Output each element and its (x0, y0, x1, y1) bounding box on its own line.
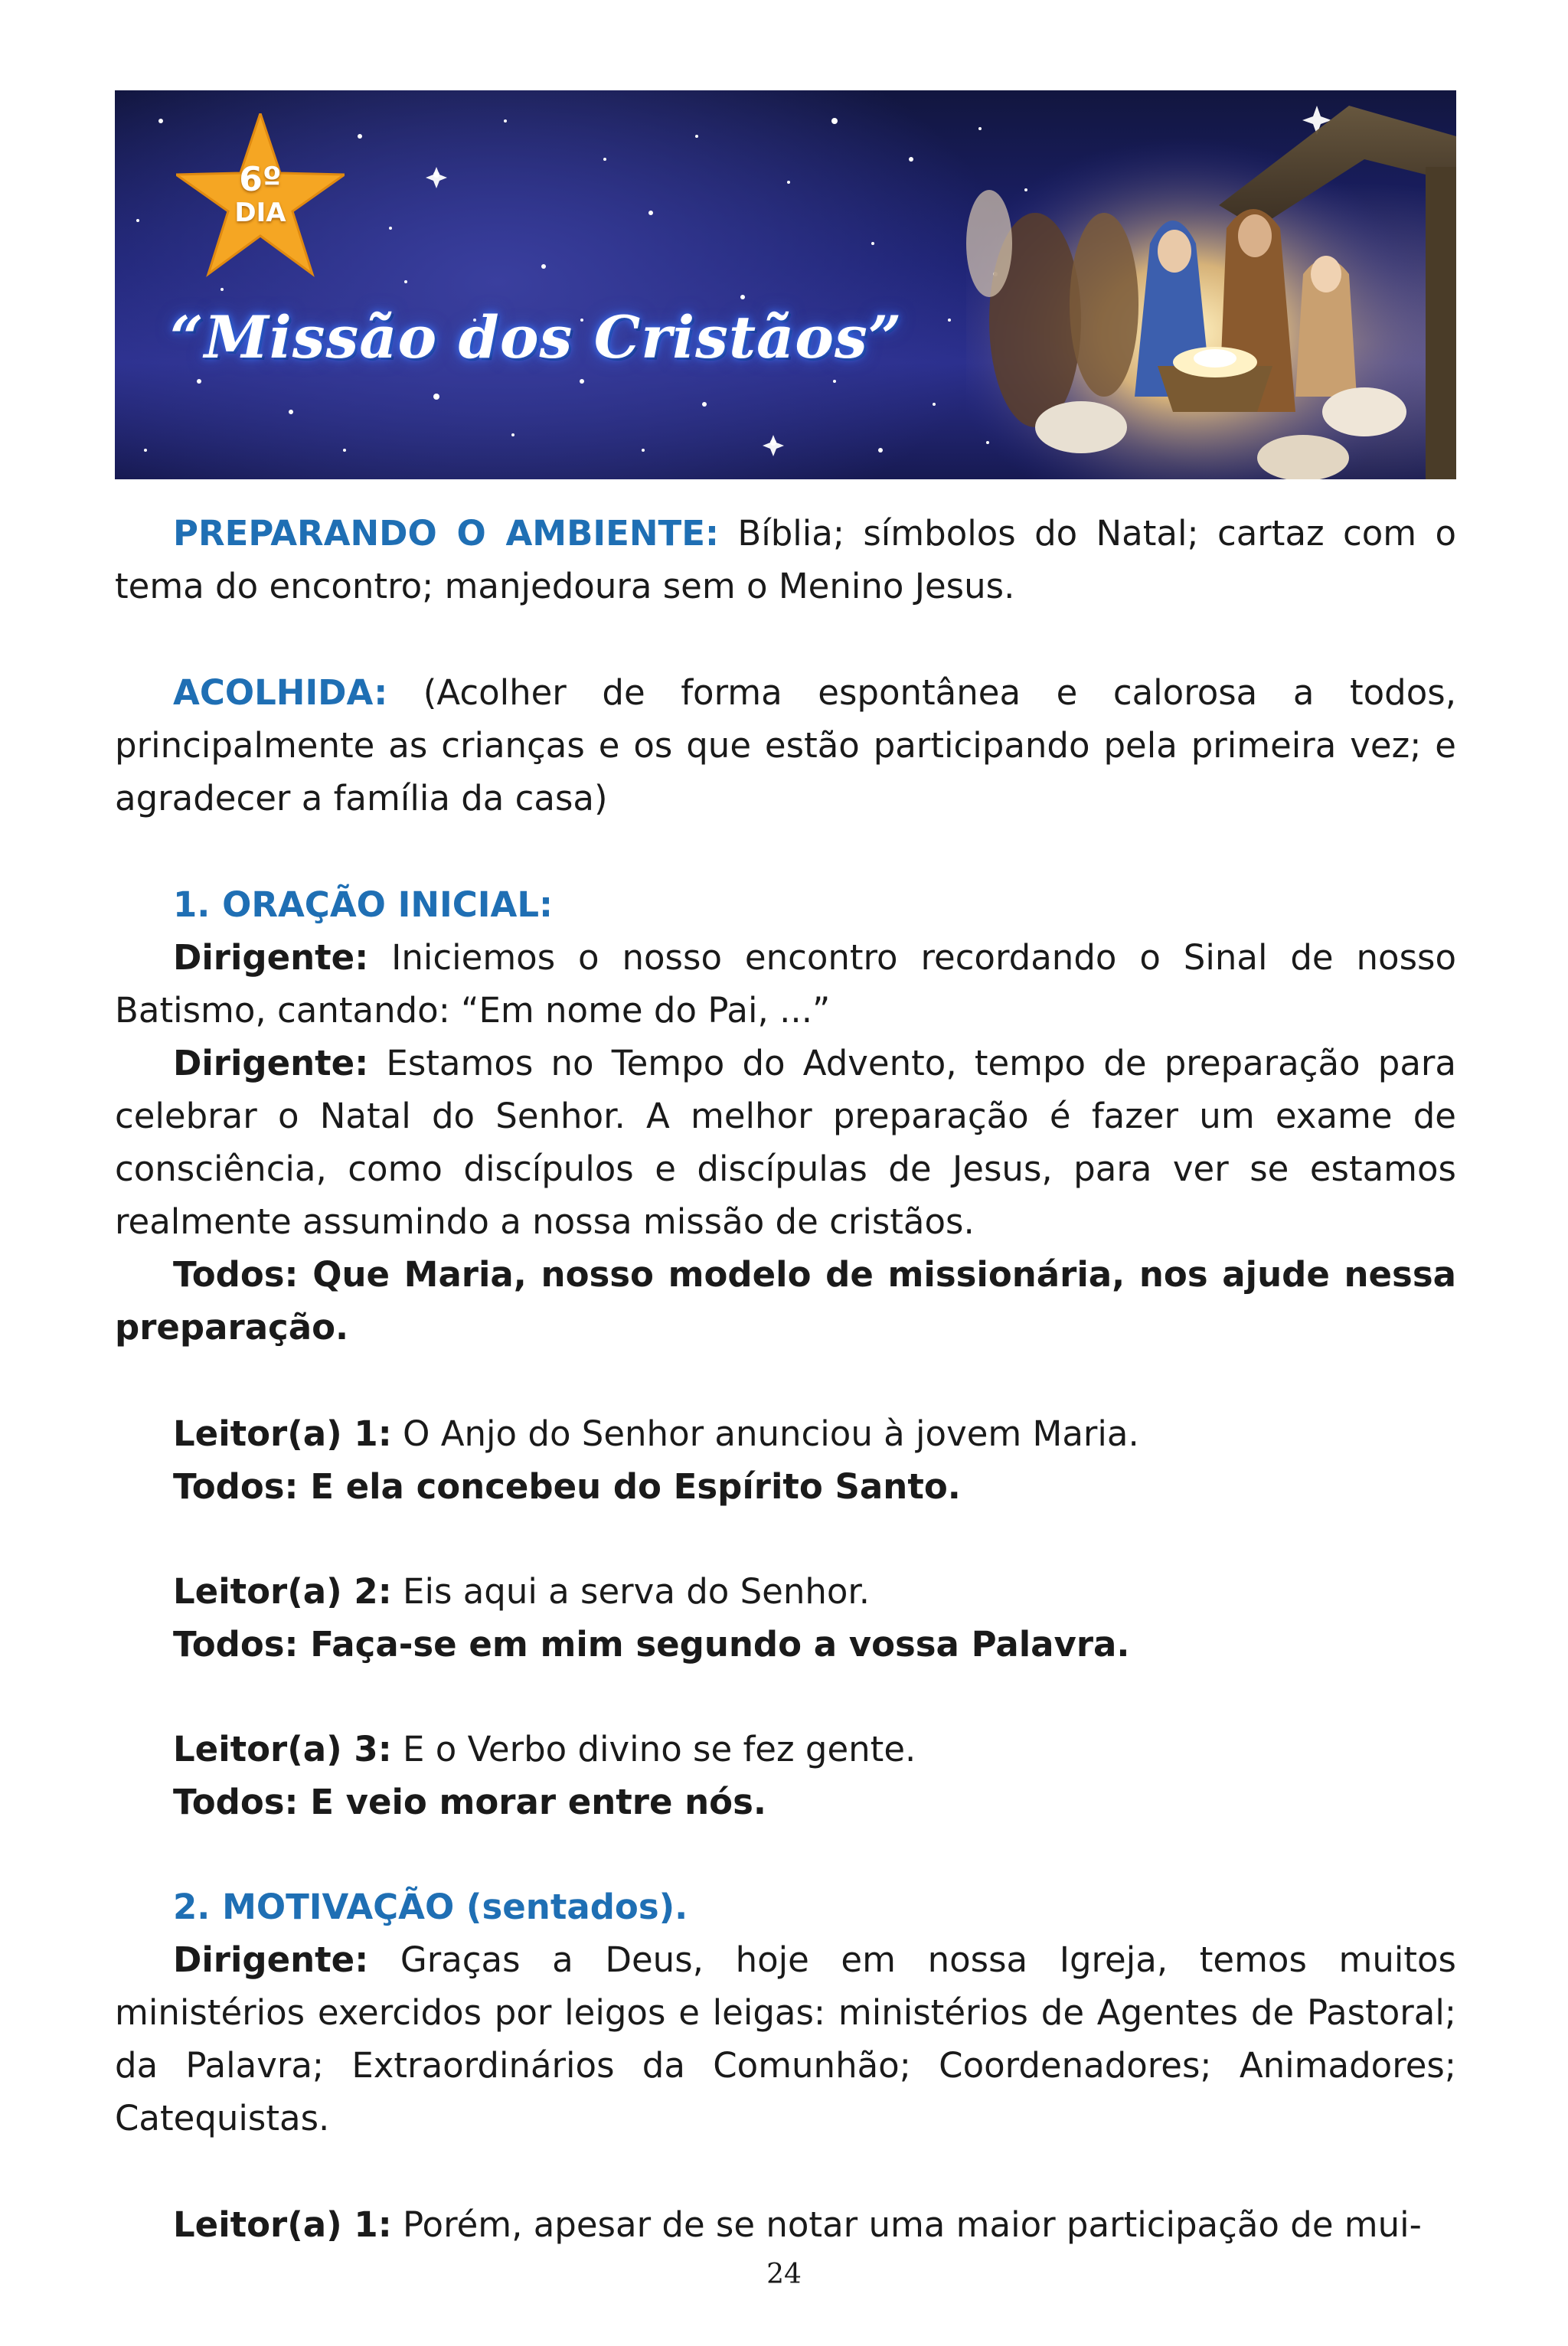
reading-3: Leitor(a) 3: E o Verbo divino se fez gente. (173, 1729, 916, 1769)
reading-2-response: Todos: Faça-se em mim segundo a vossa Palavra. (173, 1624, 1130, 1665)
label-acolhida: ACOLHIDA: (173, 672, 388, 713)
day-label: DIA (234, 198, 286, 228)
text-ambiente: Bíblia; símbolos do Natal; cartaz com o tema do encontro; manjedoura sem o Menino Jesus. (115, 513, 1456, 606)
paragraph-motivacao-1: Dirigente: Graças a Deus, hoje em nossa Igreja, temos muitos ministérios exercidos por leigos e leigas: ministérios de Agentes de Pastoral; da Palavra; Extraordinários da Comunhão; Coordenadores; Animadores; Catequistas. (115, 1939, 1456, 2139)
paragraph-oracao-1: Dirigente: Iniciemos o nosso encontro recordando o Sinal de nosso Batismo, cantando: “Em nome do Pai, ...” (115, 937, 1456, 1031)
spacer (115, 1354, 1456, 1407)
spacer (115, 1671, 1456, 1723)
reading-1: Leitor(a) 1: O Anjo do Senhor anunciou à jovem Maria. (173, 1413, 1139, 1454)
paragraph-oracao-2: Dirigente: Estamos no Tempo do Advento, tempo de preparação para celebrar o Natal do Senhor. A melhor preparação é fazer um exame de consciência, como discípulos e discípulas de Jesus, para ver se estamos realmente assumindo a nossa missão de cristãos. (115, 1043, 1456, 1242)
page-number: 24 (766, 2259, 802, 2290)
day-badge (176, 160, 345, 228)
speaker-label: Leitor(a) 1: (173, 1413, 392, 1454)
heading-oracao-inicial: 1. ORAÇÃO INICIAL: (173, 884, 553, 925)
spacer (115, 613, 1456, 666)
reading-3-response: Todos: E veio morar entre nós. (173, 1782, 766, 1822)
document-body (115, 507, 1456, 2251)
heading-motivacao: 2. MOTIVAÇÃO (sentados). (173, 1887, 688, 1927)
text-acolhida: (Acolher de forma espontânea e calorosa a todos, principalmente as crianças e os que estão participando pela primeira vez; e agradecer a família da casa) (115, 672, 1456, 818)
paragraph-motivacao-2: Leitor(a) 1: Porém, apesar de se notar uma maior participação de mui- (173, 2204, 1422, 2245)
nativity-scene-illustration (966, 90, 1456, 479)
spacer (115, 825, 1456, 878)
spacer (115, 1828, 1456, 1880)
banner-title: “Missão dos Cristãos” (170, 303, 903, 371)
paragraph-ambiente (115, 507, 1456, 613)
paragraph-acolhida (115, 666, 1456, 825)
speaker-label: Leitor(a) 2: (173, 1571, 392, 1612)
spacer (115, 1513, 1456, 1565)
reading-2: Leitor(a) 2: Eis aqui a serva do Senhor. (173, 1571, 871, 1612)
speaker-label: Leitor(a) 3: (173, 1729, 392, 1769)
speaker-label: Dirigente: (173, 1043, 369, 1083)
spacer (115, 2145, 1456, 2198)
speaker-label: Dirigente: (173, 937, 369, 978)
speaker-label: Leitor(a) 1: (173, 2204, 392, 2245)
paragraph-oracao-todos: Todos: Que Maria, nosso modelo de missionária, nos ajude nessa preparação. (115, 1254, 1456, 1348)
speaker-label: Dirigente: (173, 1939, 369, 1980)
day-number: 6º (239, 160, 282, 199)
reading-1-response: Todos: E ela concebeu do Espírito Santo. (173, 1466, 961, 1507)
label-ambiente: PREPARANDO O AMBIENTE: (173, 513, 719, 554)
header-banner (115, 90, 1456, 479)
